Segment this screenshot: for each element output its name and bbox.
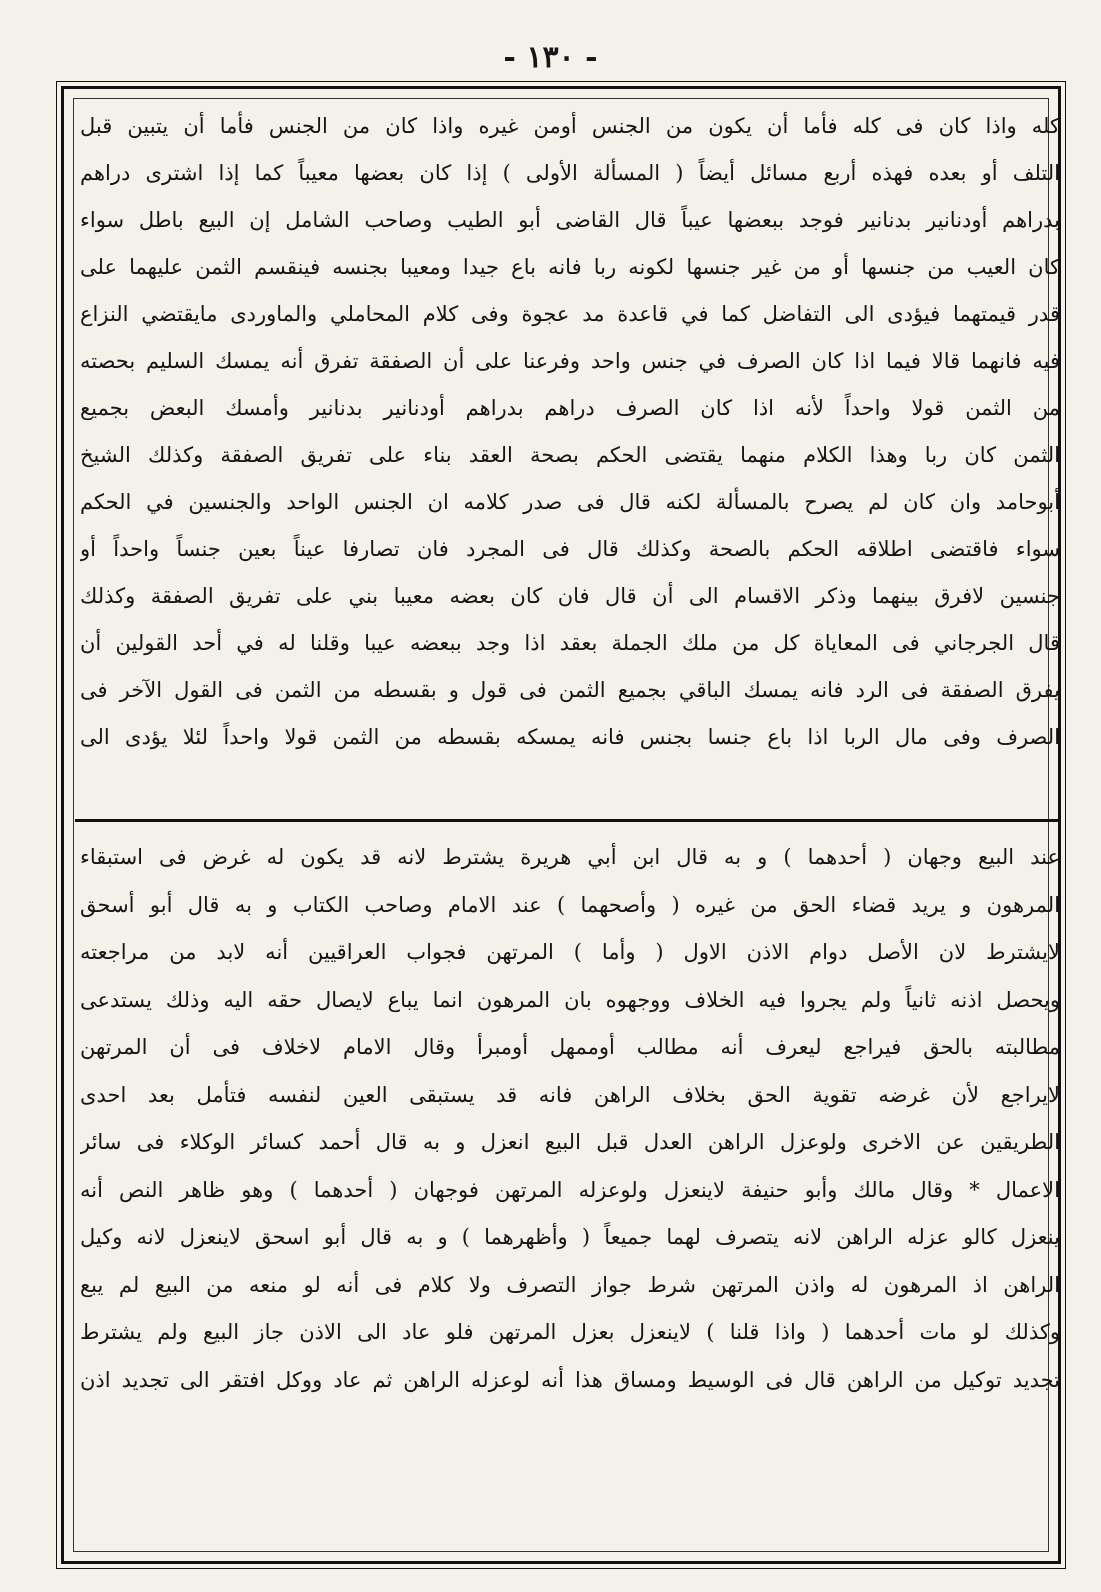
footnote-text-line: مطالبته بالحق فيراجع ليعرف أنه مطالب أوممهل أومبرأ وقال الامام لاخلاف فى أن المرتهن [80, 1035, 1060, 1059]
main-text-line: من الثمن قولا واحداً لأنه اذا كان الصرف دراهم بدراهم أودنانير بدنانير وأمسك البعض بجميع [80, 396, 1060, 420]
footnote-text-line: وكذلك لو مات أحدهما ( واذا قلنا ) لاينعزل بعزل المرتهن فلو عاد الى الاذن جاز البيع ولم يشترط [80, 1320, 1060, 1344]
footnote-text-line: ينعزل كالو عزله الراهن لانه يتصرف لهما جميعاً ( وأظهرهما ) و به قال أبو اسحق لاينعزل لانه وكيل [80, 1225, 1060, 1249]
main-text-line: الثمن كان ربا وهذا الكلام منهما يقتضى الحكم بصحة العقد بناء على تفريق الصفقة وكذلك الشيخ [80, 443, 1060, 467]
main-text-line: كان العيب من جنسها أو من غير جنسها لكونه ربا فانه باع جيدا ومعيبا بجنسه فينقسم الثمن عليهما على [80, 255, 1060, 279]
main-text-line: أبوحامد وان كان لم يصرح بالمسألة لكنه قال فى صدر كلامه ان الجنس الواحد والجنسين في الحكم [80, 490, 1060, 514]
main-text-line: الصرف وفى مال الربا اذا باع جنسا بجنس فانه يمسكه بقسطه من الثمن قولا واحداً لئلا يؤدى الى [80, 725, 1060, 749]
main-text-line: يفرق الصفقة فى الرد فانه يمسك الباقي بجميع الثمن فى قول و بقسطه من الثمن فى القول الآخر فى [80, 678, 1060, 702]
footnote-text-line: المرهون و يريد قضاء الحق من غيره ( وأصحهما ) عند الامام وصاحب الكتاب و به قال أبو أسحق [80, 892, 1060, 917]
footnote-text-line: تجديد توكيل من الراهن قال فى الوسيط ومساق هذا أنه لوعزله الراهن ثم عاد ووكل افتقر الى تجديد اذن [80, 1367, 1060, 1392]
footnote-text-block [80, 834, 1060, 1404]
section-divider [75, 819, 1060, 822]
footnote-text-line: ويحصل اذنه ثانياً ولم يجروا فيه الخلاف ووجهوه بان المرهون انما يباع لايصال حقه اليه وذلك يستدعى [80, 987, 1060, 1012]
main-text-line: قال الجرجاني فى المعاياة كل من ملك الجملة بعقد اذا وجد ببعضه عيبا وقلنا له في أحد القولين أن [80, 631, 1060, 655]
footnote-text-line: الطريقين عن الاخرى ولوعزل الراهن العدل قبل البيع انعزل و به قال أحمد كسائر الوكلاء فى سائر [80, 1130, 1060, 1154]
main-text-line: كله واذا كان فى كله فأما أن يكون من الجنس أومن غيره واذا كان من الجنس فأما أن يتبين قبل [80, 114, 1060, 138]
main-text-line: التلف أو بعده فهذه أربع مسائل أيضاً ( المسألة الأولى ) إذا كان بعضها معيباً كما إذا اشترى دراهم [80, 161, 1060, 185]
main-text-line: قدر قيمتهما فيؤدى الى التفاضل كما في قاعدة مد عجوة وفى كلام المحاملي والماوردى مايقتضي النزاع [80, 302, 1060, 326]
main-text-line: جنسين لافرق بينهما وذكر الاقسام الى أن قال فان كان بعضه معيبا بني على تفريق الصفقة وكذلك [80, 584, 1060, 608]
main-text-block [80, 103, 1060, 761]
footnote-text-line: الاعمال * وقال مالك وأبو حنيفة لاينعزل ولوعزله المرتهن فوجهان ( أحدهما ) وهو ظاهر النص أنه [80, 1177, 1060, 1202]
main-text-line: فيه فانهما قالا فيما اذا كان الصرف في جنس واحد وفرعنا على أن الصفقة تفرق أنه يمسك السليم بحصته [80, 349, 1060, 373]
footnote-text-line: لايشترط لان الأصل دوام الاذن الاول ( وأما ) المرتهن فجواب العراقيين أنه لابد من مراجعته [80, 940, 1060, 964]
footnote-text-line: عند البيع وجهان ( أحدهما ) و به قال ابن أبي هريرة يشترط لانه قد يكون له غرض فى استبقاء [80, 845, 1060, 869]
footnote-text-line: لايراجع لأن غرضه تقوية الحق بخلاف الراهن فانه قد يستبقى العين لنفسه فتأمل بعد احدى [80, 1082, 1060, 1107]
main-text-line: بدراهم أودنانير بدنانير فوجد ببعضها عيباً قال القاضى أبو الطيب وصاحب الشامل إن البيع باطل سواء [80, 208, 1060, 232]
footnote-text-line: الراهن اذ المرهون له واذن المرتهن شرط جواز التصرف ولا كلام فى أنه لو منعه من البيع لم يبع [80, 1272, 1060, 1297]
page-number: - ١٣٠ - [503, 40, 598, 75]
main-text-line: سواء فاقتضى اطلاقه الحكم بالصحة وكذلك قال فى المجرد فان تصارفا عيناً بعين جنساً واحداً أو [80, 537, 1060, 561]
